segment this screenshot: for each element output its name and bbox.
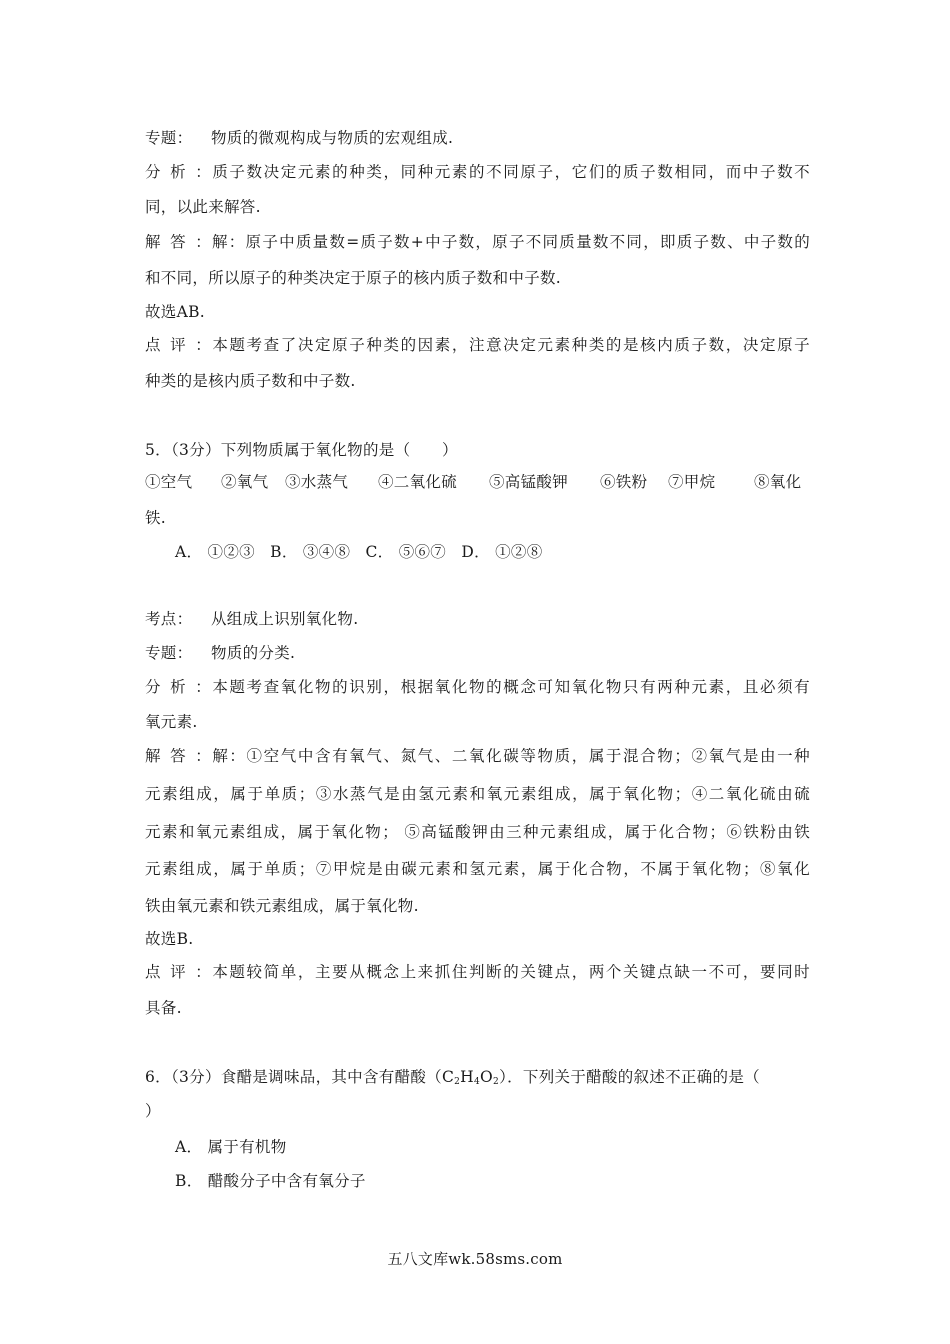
q5-items-cont: 铁. (145, 509, 167, 527)
q5-comment-row-1 (145, 962, 810, 982)
q5-item: ③水蒸气 (285, 473, 349, 491)
q6-stem-pre: 6．（3分）食醋是调味品，其中含有醋酸（C (145, 1068, 455, 1086)
q5-option-c[interactable]: C． ⑤⑥⑦ (365, 543, 447, 561)
topic-text: 物质的分类. (211, 644, 296, 662)
q5-item: ⑤高锰酸钾 (489, 473, 569, 491)
q5-solution-row-2: 元素组成，属于单质；③水蒸气是由氢元素和氧元素组成，属于氧化物；④二氧化硫由硫 (145, 785, 810, 803)
q5-point-row (145, 609, 810, 629)
point-text: 从组成上识别氧化物. (211, 610, 359, 628)
comment-label: 点评： (145, 963, 211, 981)
q5-item: ②氧气 (221, 473, 269, 491)
q4-analysis-row-1 (145, 162, 810, 182)
analysis-text: 本题考查氧化物的识别，根据氧化物的概念可知氧化物只有两种元素，且必须有 (211, 678, 810, 696)
q5-item: ④二氧化硫 (378, 473, 458, 491)
q4-solution-row-2: 和不同，所以原子的种类决定于原子的核内质子数和中子数. (145, 269, 562, 287)
q6-stem (145, 1067, 810, 1087)
q5-stem: 5．（3分）下列物质属于氧化物的是（ ） (145, 441, 458, 459)
subscript: 4 (474, 1077, 481, 1087)
q6-option-b[interactable]: B． 醋酸分子中含有氧分子 (175, 1172, 366, 1190)
q6-stem-post: ）．下列关于醋酸的叙述不正确的是（ (499, 1068, 760, 1086)
topic-label: 专题： (145, 644, 193, 662)
comment-label: 点评： (145, 336, 211, 354)
q5-answer: 故选B. (145, 930, 194, 948)
q5-solution-row-1 (145, 746, 810, 766)
comment-text: 本题考查了决定原子种类的因素，注意决定元素种类的是核内质子数，决定原子 (211, 336, 810, 354)
subscript: 2 (493, 1077, 500, 1087)
solution-label: 解答： (145, 233, 211, 251)
q5-analysis-row-2: 氧元素. (145, 713, 198, 731)
formula-element: O (480, 1068, 494, 1086)
analysis-label: 分析： (145, 163, 211, 181)
q5-comment-row-2: 具备. (145, 999, 182, 1017)
solution-label: 解答： (145, 747, 211, 765)
q5-analysis-row-1 (145, 677, 810, 697)
analysis-label: 分析： (145, 678, 211, 696)
q6-option-a[interactable]: A． 属于有机物 (175, 1138, 287, 1156)
point-label: 考点： (145, 610, 193, 628)
q5-option-d[interactable]: D． ①②⑧ (461, 543, 543, 561)
q5-item: ⑥铁粉 (600, 473, 648, 491)
q5-solution-row-5: 铁由氧元素和铁元素组成，属于氧化物. (145, 897, 419, 915)
q5-item: ⑧氧化 (754, 473, 802, 491)
solution-text: 解：原子中质量数=质子数+中子数，原子不同质量数不同，即质子数、中子数的 (211, 233, 810, 251)
topic-label: 专题： (145, 129, 193, 147)
q5-solution-row-3: 元素和氧元素组成，属于氧化物； ⑤高锰酸钾由三种元素组成，属于化合物；⑥铁粉由铁 (145, 823, 810, 841)
q5-option-b[interactable]: B． ③④⑧ (270, 543, 351, 561)
q5-item: ①空气 (145, 473, 193, 491)
comment-text: 本题较简单，主要从概念上来抓住判断的关键点，两个关键点缺一不可，要同时 (211, 963, 810, 981)
subscript: 2 (454, 1077, 461, 1087)
q5-options-row (145, 542, 810, 562)
q5-topic-row (145, 643, 810, 663)
topic-text: 物质的微观构成与物质的宏观组成. (211, 129, 454, 147)
formula-element: H (460, 1068, 474, 1086)
analysis-text: 质子数决定元素的种类，同种元素的不同原子，它们的质子数相同，而中子数不 (211, 163, 810, 181)
page-footer: 五八文库wk.58sms.com (387, 1250, 563, 1268)
q5-item: ⑦甲烷 (668, 473, 716, 491)
q4-solution-row-1 (145, 232, 810, 252)
q6-stem-cont: ） (145, 1102, 161, 1120)
q4-answer: 故选AB. (145, 303, 206, 321)
q4-analysis-row-2: 同，以此来解答. (145, 198, 261, 216)
q4-comment-row-2: 种类的是核内质子数和中子数. (145, 372, 356, 390)
solution-text: 解：①空气中含有氧气、氮气、二氧化碳等物质，属于混合物；②氧气是由一种 (211, 747, 810, 765)
q4-comment-row-1 (145, 335, 810, 355)
q5-solution-row-4: 元素组成，属于单质；⑦甲烷是由碳元素和氢元素，属于化合物，不属于氧化物；⑧氧化 (145, 860, 810, 878)
q5-option-a[interactable]: A． ①②③ (175, 543, 255, 561)
q4-topic-row (145, 128, 810, 148)
